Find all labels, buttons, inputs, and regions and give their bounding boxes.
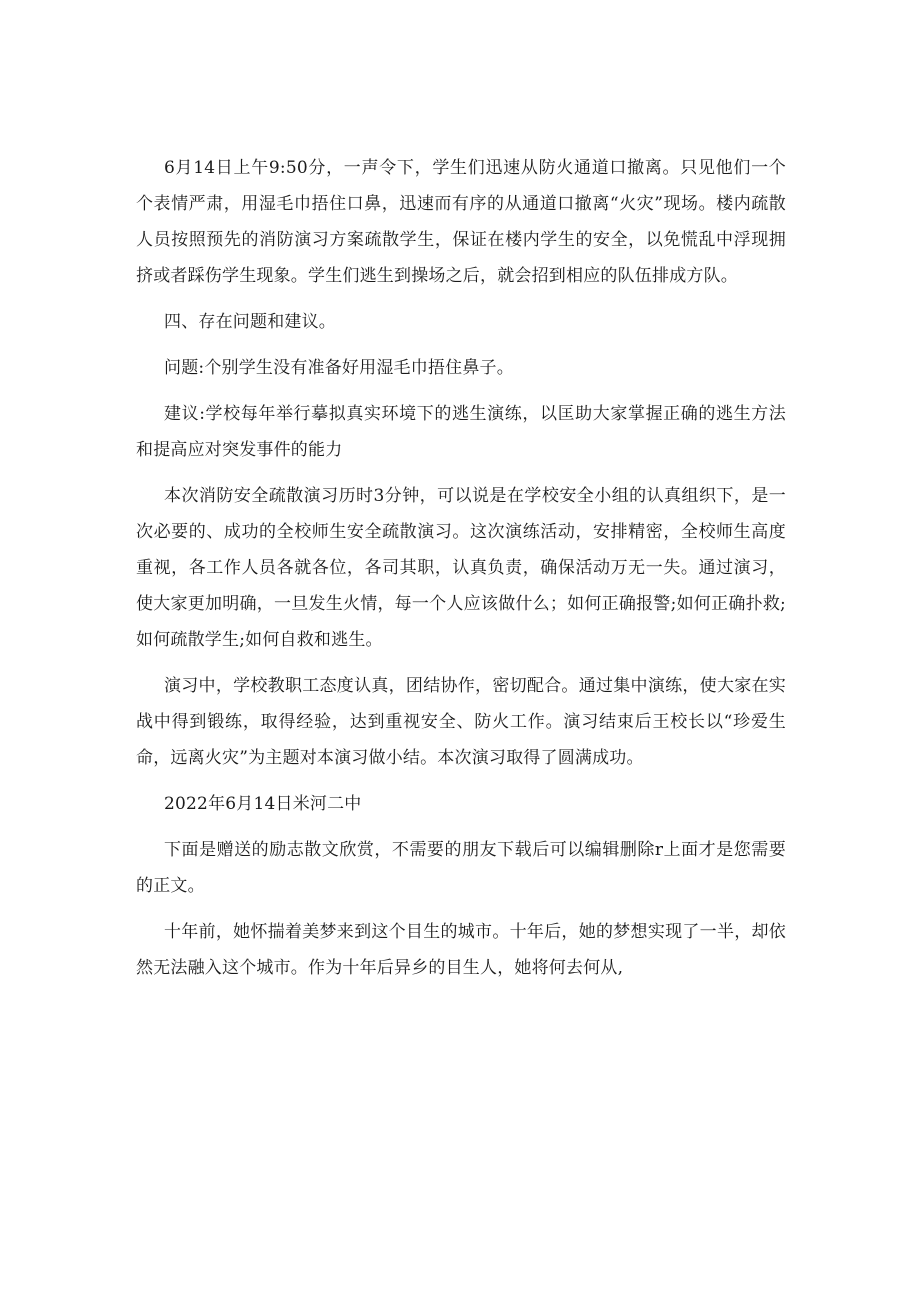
paragraph-drill-evacuation: 6月14日上午9:50分，一声令下，学生们迅速从防火通道口撤离。只见他们一个个表情严肃，用湿毛巾捂住口鼻，迅速而有序的从通道口撤离“火灾”现场。楼内疏散人员按照预先的消防演习方案疏散学生，保证在楼内学生的安全，以免慌乱中浮现拥挤或者踩伤学生现象。学生们逃生到操场之后，就会招到相应的队伍排成方队。 [136,158,786,286]
paragraph-date-signature: 2022年6月14日米河二中 [164,794,362,814]
paragraph-bonus-note: 下面是赠送的励志散文欣赏，不需要的朋友下载后可以编辑删除r上面才是您需要的正文。 [136,840,786,896]
section-heading-problems-suggestions: 四、存在问题和建议。 [164,312,336,332]
paragraph-drill-conclusion: 演习中，学校教职工态度认真，团结协作，密切配合。通过集中演练，使大家在实战中得到锻练，取得经验，达到重视安全、防火工作。演习结束后王校长以“珍爱生命，远离火灾”为主题对本演习做小结。本次演习取得了圆满成功。 [136,676,786,768]
paragraph-problem: 问题:个别学生没有准备好用湿毛巾捂住鼻子。 [164,358,514,378]
paragraph-suggestion: 建议:学校每年举行摹拟真实环境下的逃生演练，以匡助大家掌握正确的逃生方法和提高应对突发事件的能力 [136,404,786,460]
paragraph-drill-summary: 本次消防安全疏散演习历时3分钟，可以说是在学校安全小组的认真组织下，是一次必要的、成功的全校师生安全疏散演习。这次演练活动，安排精密，全校师生高度重视，各工作人员各就各位，各司其职，认真负责，确保活动万无一失。通过演习，使大家更加明确，一旦发生火情，每一个人应该做什么；如何正确报警;如何正确扑救;如何疏散学生;如何自救和逃生。 [136,486,786,650]
paragraph-essay-intro: 十年前，她怀揣着美梦来到这个目生的城市。十年后，她的梦想实现了一半，却依然无法融入这个城市。作为十年后异乡的目生人，她将何去何从, [136,922,786,978]
document-body [136,150,786,996]
